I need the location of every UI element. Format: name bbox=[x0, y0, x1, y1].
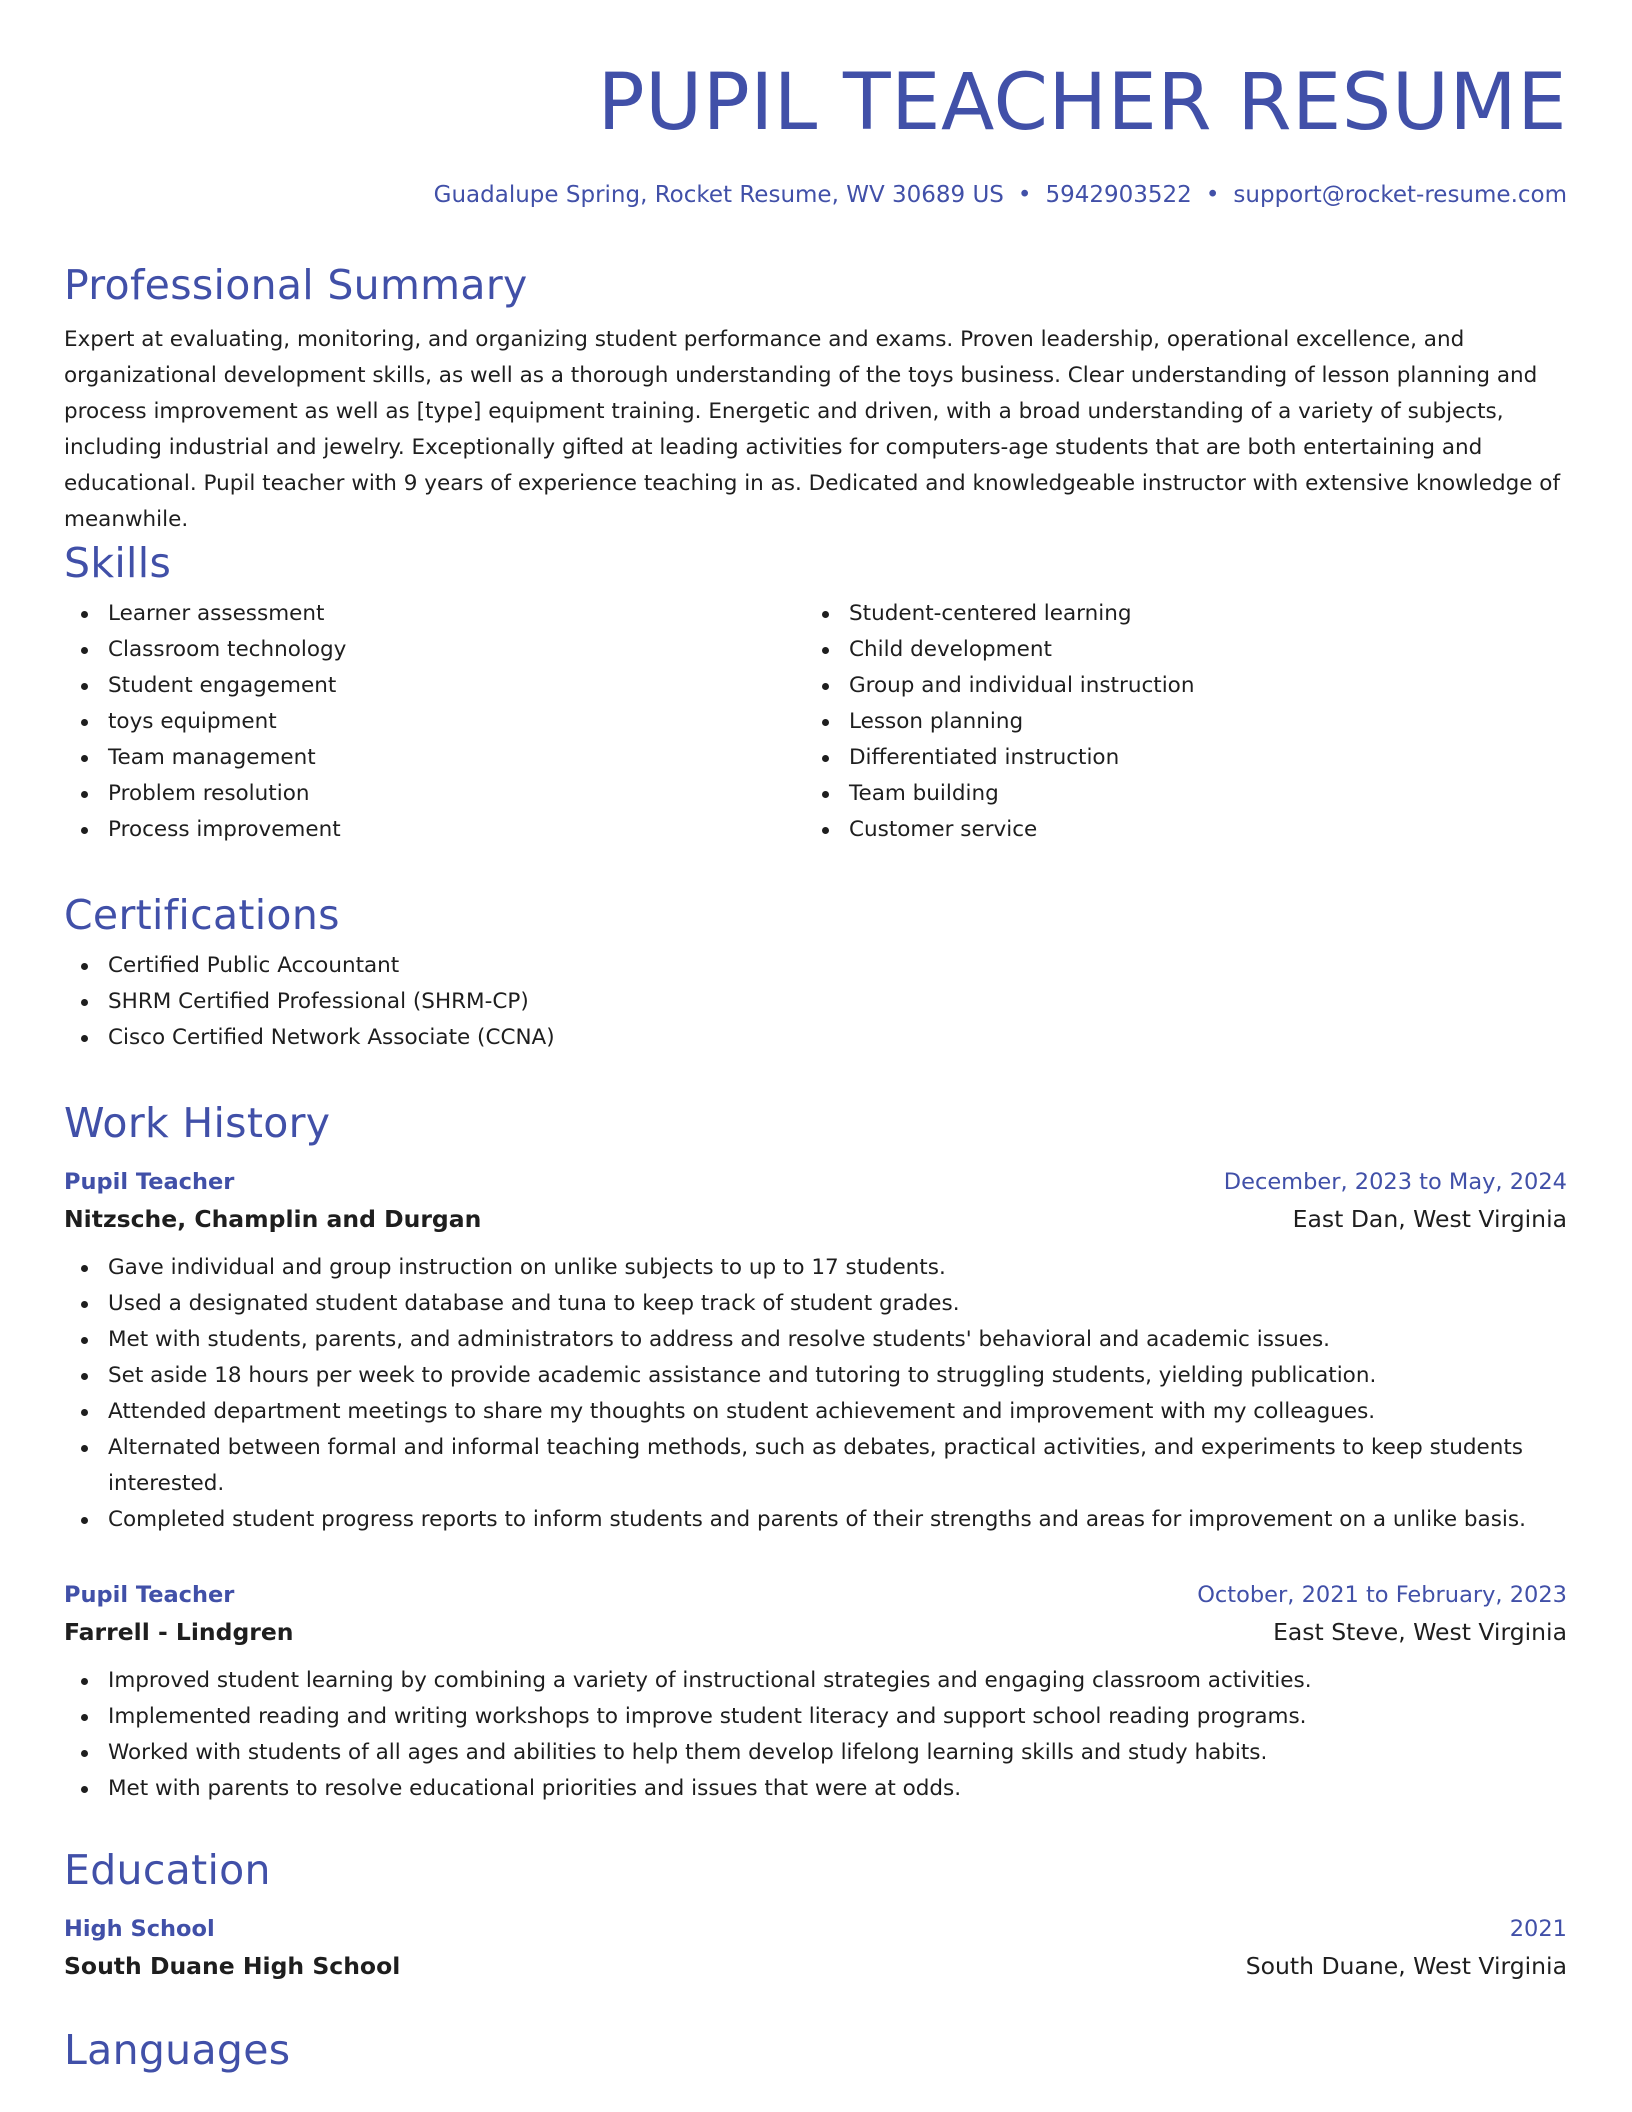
job-bullet: Worked with students of all ages and abilities to help them develop lifelong learning skills and study habits. bbox=[64, 1735, 1567, 1771]
job-location: East Dan, West Virginia bbox=[1292, 1205, 1567, 1233]
contact-phone: 5942903522 bbox=[1045, 182, 1192, 208]
skill-item: Process improvement bbox=[64, 812, 805, 848]
job-bullet: Completed student progress reports to inform students and parents of their strengths and areas for improvement on a unlike basis. bbox=[64, 1502, 1567, 1538]
certifications-list bbox=[64, 948, 1567, 1056]
job-bullet: Used a designated student database and tuna to keep track of student grades. bbox=[64, 1286, 1567, 1322]
job-role: Pupil Teacher bbox=[64, 1169, 235, 1195]
job-entry bbox=[64, 1577, 1567, 1807]
certification-item: Certified Public Accountant bbox=[64, 948, 1567, 984]
skill-item: Problem resolution bbox=[64, 776, 805, 812]
job-location: East Steve, West Virginia bbox=[1273, 1618, 1567, 1646]
skill-item: Classroom technology bbox=[64, 632, 805, 668]
skills-list-right bbox=[805, 596, 1546, 848]
job-bullet: Alternated between formal and informal teaching methods, such as debates, practical activities, and experiments to keep students interested. bbox=[64, 1430, 1567, 1502]
contact-separator: • bbox=[1205, 182, 1220, 208]
skills-section bbox=[64, 536, 1567, 848]
skill-item: Child development bbox=[805, 632, 1546, 668]
job-bullet: Met with parents to resolve educational priorities and issues that were at odds. bbox=[64, 1771, 1567, 1807]
languages-heading: Languages bbox=[64, 2026, 291, 2074]
skills-heading: Skills bbox=[64, 539, 172, 587]
job-role: Pupil Teacher bbox=[64, 1582, 235, 1608]
job-company: Farrell - Lindgren bbox=[64, 1618, 294, 1646]
languages-section bbox=[64, 2023, 1567, 2077]
contact-email[interactable]: support@rocket-resume.com bbox=[1233, 182, 1567, 208]
skill-item: Differentiated instruction bbox=[805, 740, 1546, 776]
job-bullet: Set aside 18 hours per week to provide academic assistance and tutoring to struggling students, yielding publication. bbox=[64, 1358, 1567, 1394]
job-bullets bbox=[64, 1250, 1567, 1538]
job-company-row bbox=[64, 1613, 1567, 1651]
contact-line bbox=[64, 178, 1567, 212]
skill-item: Team management bbox=[64, 740, 805, 776]
job-dates: October, 2021 to February, 2023 bbox=[1197, 1582, 1567, 1608]
job-entry bbox=[64, 1164, 1567, 1538]
skills-list-left bbox=[64, 596, 805, 848]
certifications-section bbox=[64, 888, 1567, 1056]
resume-title: PUPIL TEACHER RESUME bbox=[597, 58, 1567, 148]
job-header-row bbox=[64, 1164, 1567, 1200]
contact-separator: • bbox=[1017, 182, 1032, 208]
skill-item: Group and individual instruction bbox=[805, 668, 1546, 704]
education-heading: Education bbox=[64, 1846, 271, 1894]
education-year: 2021 bbox=[1509, 1916, 1567, 1942]
skill-item: Student-centered learning bbox=[805, 596, 1546, 632]
skill-item: Customer service bbox=[805, 812, 1546, 848]
education-section bbox=[64, 1843, 1567, 1985]
education-school-row bbox=[64, 1947, 1567, 1985]
certification-item: SHRM Certified Professional (SHRM-CP) bbox=[64, 984, 1567, 1020]
job-bullet: Met with students, parents, and administrators to address and resolve students' behavioral and academic issues. bbox=[64, 1322, 1567, 1358]
skill-item: Team building bbox=[805, 776, 1546, 812]
resume-page bbox=[64, 0, 1567, 2074]
job-dates: December, 2023 to May, 2024 bbox=[1223, 1169, 1567, 1195]
education-location: South Duane, West Virginia bbox=[1245, 1952, 1567, 1980]
job-company: Nitzsche, Champlin and Durgan bbox=[64, 1205, 482, 1233]
job-header-row bbox=[64, 1577, 1567, 1613]
job-bullet: Attended department meetings to share my thoughts on student achievement and improvement with my colleagues. bbox=[64, 1394, 1567, 1430]
job-bullet: Gave individual and group instruction on unlike subjects to up to 17 students. bbox=[64, 1250, 1567, 1286]
job-bullet: Implemented reading and writing workshops to improve student literacy and support school reading programs. bbox=[64, 1699, 1567, 1735]
skills-column-right bbox=[805, 596, 1546, 848]
education-header-row bbox=[64, 1911, 1567, 1947]
contact-address: Guadalupe Spring, Rocket Resume, WV 30689 US bbox=[433, 182, 1004, 208]
certification-item: Cisco Certified Network Associate (CCNA) bbox=[64, 1020, 1567, 1056]
education-school: South Duane High School bbox=[64, 1952, 401, 1980]
summary-text: Expert at evaluating, monitoring, and organizing student performance and exams. Proven leadership, operational excellence, and organizational development skills, as well as a thorough understanding of the toys business. Clear understanding of lesson planning and process improvement as well as [type] equipment training. Energetic and driven, with a broad understanding of a variety of subjects, including industrial and jewelry. Exceptionally gifted at leading activities for computers-age students that are both entertaining and educational. Pupil teacher with 9 years of experience teaching in as. Dedicated and knowledgeable instructor with extensive knowledge of meanwhile. bbox=[64, 327, 1561, 532]
work-history-heading: Work History bbox=[64, 1099, 331, 1147]
job-bullets bbox=[64, 1663, 1567, 1807]
skills-columns bbox=[64, 596, 1567, 848]
education-degree: High School bbox=[64, 1916, 215, 1942]
work-history-section bbox=[64, 1096, 1567, 1150]
skill-item: Learner assessment bbox=[64, 596, 805, 632]
skill-item: Student engagement bbox=[64, 668, 805, 704]
skill-item: Lesson planning bbox=[805, 704, 1546, 740]
skill-item: toys equipment bbox=[64, 704, 805, 740]
job-bullet: Improved student learning by combining a variety of instructional strategies and engaging classroom activities. bbox=[64, 1663, 1567, 1699]
certifications-heading: Certifications bbox=[64, 891, 340, 939]
summary-section bbox=[64, 258, 1567, 538]
job-company-row bbox=[64, 1200, 1567, 1238]
summary-heading: Professional Summary bbox=[64, 261, 528, 309]
skills-column-left bbox=[64, 596, 805, 848]
